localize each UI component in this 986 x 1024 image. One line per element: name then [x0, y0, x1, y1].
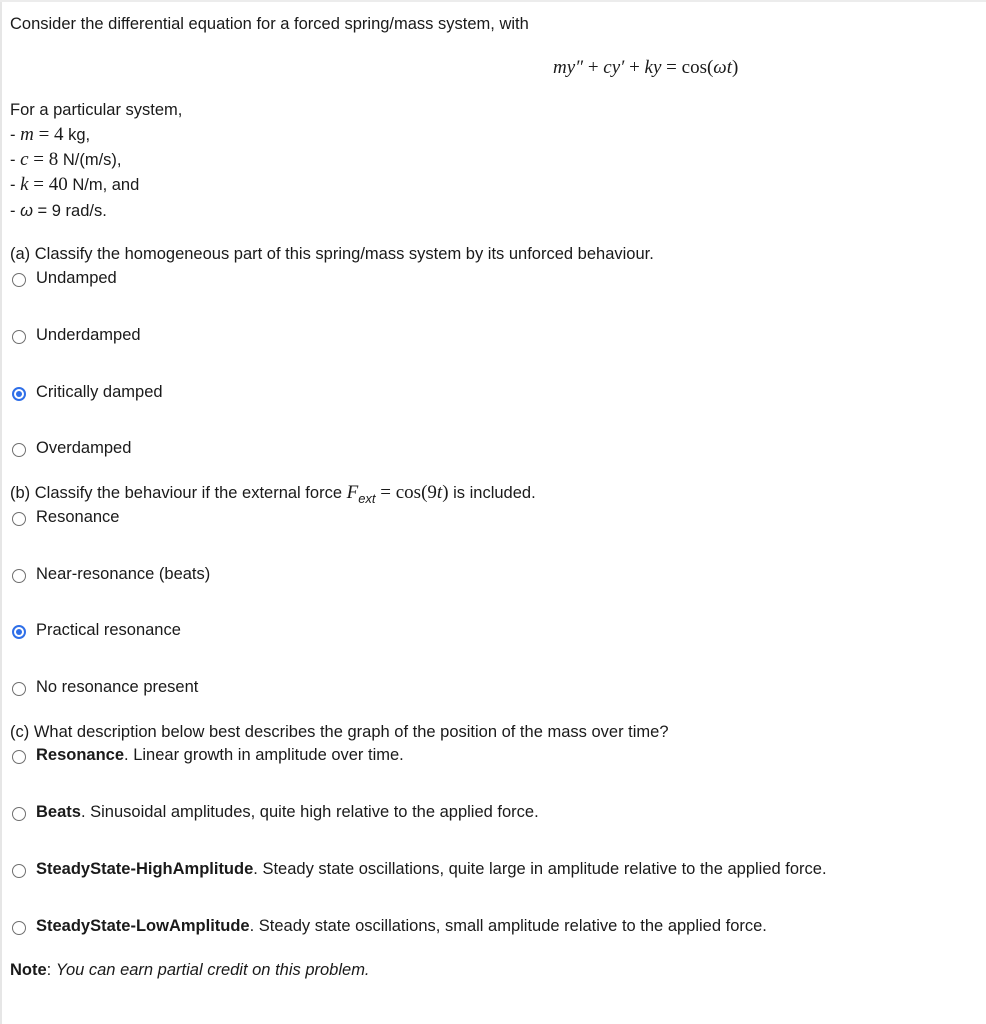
eq-plus-2: +	[624, 57, 645, 78]
part-b-question	[10, 481, 536, 506]
param-m-unit: kg,	[63, 126, 91, 144]
left-border	[0, 0, 2, 1024]
note-text: You can earn partial credit on this problem.	[55, 961, 370, 979]
eq-cos: cos(	[681, 57, 714, 78]
part-a-label-overdamped[interactable]: Overdamped	[36, 439, 132, 457]
eq-term-my: my″	[553, 57, 584, 78]
part-b-force-t: t	[436, 482, 443, 503]
part-c-steadystate-low-title: SteadyState-LowAmplitude	[36, 917, 250, 935]
part-c-label-resonance[interactable]	[36, 743, 404, 767]
eq-plus-1: +	[583, 57, 604, 78]
eq-omega-t: ωt	[713, 57, 732, 78]
part-b-label-resonance[interactable]: Resonance	[36, 508, 120, 526]
top-border	[0, 0, 986, 2]
part-b-force-close: )	[442, 482, 449, 503]
part-b-label-no-resonance[interactable]: No resonance present	[36, 678, 199, 696]
part-c-radio-steadystate-high[interactable]	[12, 864, 26, 878]
param-m-var: m	[20, 124, 34, 145]
part-a-radio-underdamped[interactable]	[12, 330, 26, 344]
part-b-label-near-resonance[interactable]: Near-resonance (beats)	[36, 565, 211, 583]
part-b-force-cos: = cos(9	[375, 482, 437, 503]
part-c-question: (c) What description below best describes the graph of the position of the mass over time?	[10, 723, 669, 741]
param-w-unit: = 9 rad/s.	[32, 202, 107, 220]
eq-term-ky: ky	[644, 57, 662, 78]
part-b-radio-no-resonance[interactable]	[12, 682, 26, 696]
eq-close: )	[732, 57, 739, 78]
param-k	[10, 173, 139, 197]
part-b-force-symbol: F	[346, 482, 359, 503]
part-c-radio-resonance[interactable]	[12, 750, 26, 764]
part-c-resonance-title: Resonance	[36, 746, 125, 764]
part-a-label-underdamped[interactable]: Underdamped	[36, 326, 141, 344]
param-w-dash: -	[10, 202, 21, 220]
part-c-steadystate-high-title: SteadyState-HighAmplitude	[36, 860, 254, 878]
part-c-radio-beats[interactable]	[12, 807, 26, 821]
part-a-label-critically-damped[interactable]: Critically damped	[36, 383, 163, 401]
param-m	[10, 123, 90, 147]
part-a-label-undamped[interactable]: Undamped	[36, 269, 117, 287]
part-a-radio-undamped[interactable]	[12, 273, 26, 287]
param-k-unit: N/m, and	[67, 176, 140, 194]
param-c-value: = 8	[28, 149, 59, 170]
param-m-value: = 4	[33, 124, 64, 145]
part-c-steadystate-low-desc: . Steady state oscillations, small amplitude relative to the applied force.	[249, 917, 767, 935]
intro-text: Consider the differential equation for a forced spring/mass system, with	[10, 15, 529, 33]
param-c-var: c	[20, 149, 29, 170]
part-b-force-subscript: ext	[358, 491, 376, 506]
part-c-beats-title: Beats	[36, 803, 81, 821]
part-b-question-start: (b) Classify the behaviour if the external force	[10, 484, 347, 502]
part-a-question: (a) Classify the homogeneous part of this spring/mass system by its unforced behaviour.	[10, 245, 654, 263]
part-b-question-end: is included.	[448, 484, 536, 502]
part-b-radio-practical-resonance[interactable]	[12, 625, 26, 639]
part-c-label-beats[interactable]	[36, 800, 539, 824]
eq-equals: =	[661, 57, 682, 78]
part-c-label-steadystate-high[interactable]	[36, 857, 827, 881]
note	[10, 958, 370, 982]
part-c-steadystate-high-desc: . Steady state oscillations, quite large in amplitude relative to the applied force.	[253, 860, 827, 878]
system-heading: For a particular system,	[10, 101, 183, 119]
part-a-radio-overdamped[interactable]	[12, 443, 26, 457]
param-c-unit: N/(m/s),	[58, 151, 122, 169]
part-b-radio-near-resonance[interactable]	[12, 569, 26, 583]
param-w-var: ω	[20, 202, 33, 220]
eq-term-cy: cy′	[603, 57, 625, 78]
part-c-radio-steadystate-low[interactable]	[12, 921, 26, 935]
param-omega	[10, 199, 107, 223]
param-k-value: = 40	[28, 174, 68, 195]
part-c-beats-desc: . Sinusoidal amplitudes, quite high relative to the applied force.	[80, 803, 539, 821]
param-c-dash: -	[10, 151, 21, 169]
param-c	[10, 148, 122, 172]
part-b-label-practical-resonance[interactable]: Practical resonance	[36, 621, 181, 639]
note-label: Note	[10, 961, 47, 979]
part-a-radio-critically-damped[interactable]	[12, 387, 26, 401]
part-b-radio-resonance[interactable]	[12, 512, 26, 526]
note-colon: :	[46, 961, 56, 979]
part-c-label-steadystate-low[interactable]	[36, 914, 767, 938]
param-m-dash: -	[10, 126, 21, 144]
param-k-var: k	[20, 174, 29, 195]
part-c-resonance-desc: . Linear growth in amplitude over time.	[124, 746, 404, 764]
differential-equation	[553, 56, 738, 80]
param-k-dash: -	[10, 176, 21, 194]
